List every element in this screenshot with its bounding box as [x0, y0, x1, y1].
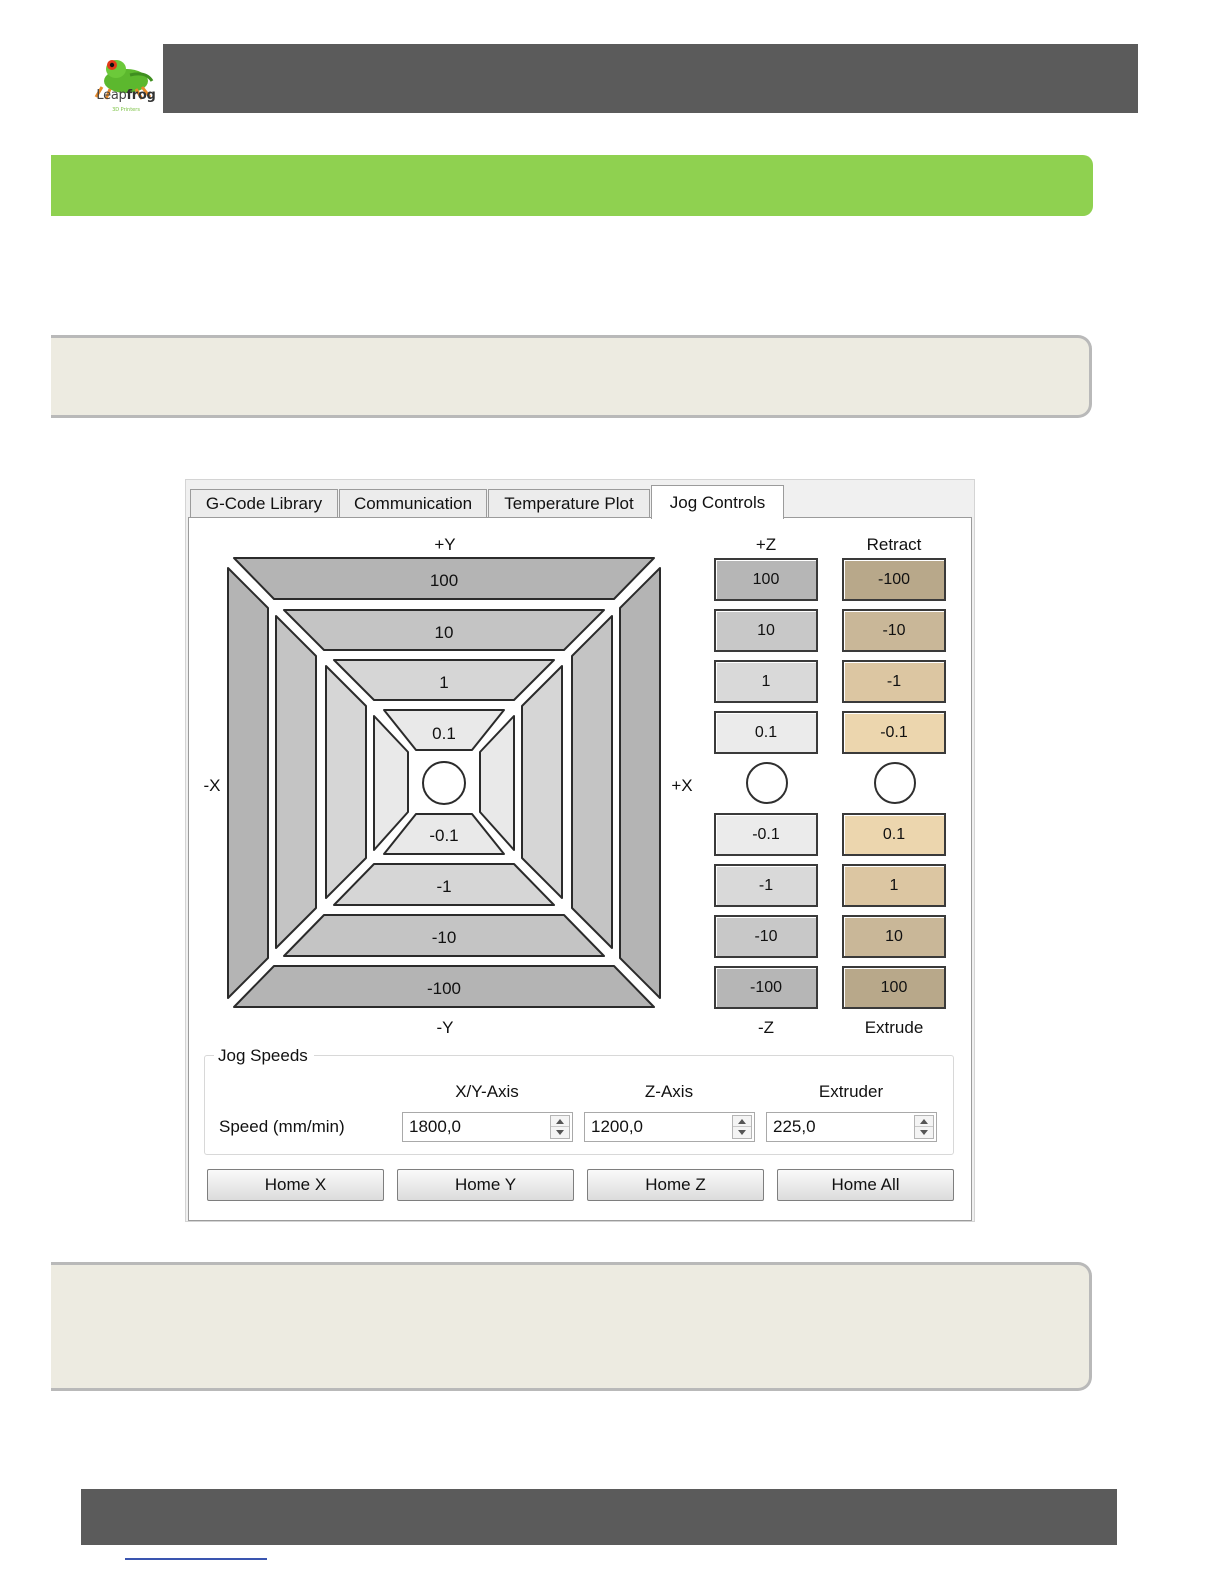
note-box-bottom [51, 1262, 1092, 1391]
spin-up-icon [556, 1119, 564, 1124]
xy-speed-value: 1800,0 [409, 1117, 461, 1136]
speed-row-label: Speed (mm/min) [219, 1117, 345, 1136]
extruder-extrude-1[interactable]: 1 [842, 864, 946, 907]
jog-z-up-100[interactable]: 100 [714, 558, 818, 601]
logo-wordmark: Leapfrog [96, 88, 156, 103]
jog-y-minus-100-label: -100 [426, 979, 462, 998]
extruder-extrude-0.1[interactable]: 0.1 [842, 813, 946, 856]
z-speed-value: 1200,0 [591, 1117, 643, 1136]
extruder-speed-value: 225,0 [773, 1117, 816, 1136]
home-all-button[interactable]: Home All [777, 1169, 954, 1201]
footer-bar [81, 1489, 1117, 1545]
jog-y-minus-10-label: -10 [431, 928, 457, 947]
label-plus-x: +X [671, 776, 693, 795]
label-retract: Retract [866, 535, 922, 554]
label-minus-x: -X [203, 776, 221, 795]
extruder-retract-1[interactable]: -1 [842, 660, 946, 703]
jog-y-plus-100-label: 100 [429, 571, 459, 590]
jog-y-plus-10-label: 10 [434, 623, 454, 642]
spin-up-icon [738, 1119, 746, 1124]
extruder-retract-0.1[interactable]: -0.1 [842, 711, 946, 754]
extruder-speed-input[interactable] [766, 1112, 937, 1142]
z-speed-spinner[interactable] [732, 1115, 752, 1139]
tab-gcode-library[interactable]: G-Code Library [190, 489, 338, 517]
jog-y-minus-1-label: -1 [436, 877, 452, 896]
column-header-z: Z-Axis [644, 1082, 694, 1101]
column-header-xy: X/Y-Axis [455, 1082, 519, 1101]
jog-y-plus-0.1-label: 0.1 [432, 724, 456, 743]
jog-x-minus-1[interactable] [326, 666, 366, 898]
label-minus-y: -Y [436, 1018, 454, 1037]
jog-z-up-0.1[interactable]: 0.1 [714, 711, 818, 754]
column-header-extruder: Extruder [818, 1082, 884, 1101]
leapfrog-logo [92, 40, 160, 116]
jog-z-up-10[interactable]: 10 [714, 609, 818, 652]
extruder-speed-spinner[interactable] [914, 1115, 934, 1139]
spin-down-icon [738, 1130, 746, 1135]
logo-tagline: 3D Printers [112, 107, 140, 113]
tab-temperature-plot[interactable]: Temperature Plot [488, 489, 650, 517]
jog-x-minus-10[interactable] [276, 616, 316, 948]
jog-z-down-0.1[interactable]: -0.1 [714, 813, 818, 856]
jog-speeds-title: Jog Speeds [214, 1046, 314, 1066]
jog-x-minus-100[interactable] [228, 568, 268, 998]
spin-up-icon [920, 1119, 928, 1124]
label-extrude: Extrude [864, 1018, 924, 1037]
xy-speed-spinner[interactable] [550, 1115, 570, 1139]
extruder-extrude-10[interactable]: 10 [842, 915, 946, 958]
label-plus-z: +Z [755, 535, 777, 554]
jog-z-down-100[interactable]: -100 [714, 966, 818, 1009]
footer-link-underline[interactable] [125, 1558, 267, 1560]
spin-down-icon [920, 1130, 928, 1135]
section-title-bar [51, 155, 1093, 216]
tab-communication[interactable]: Communication [339, 489, 487, 517]
spin-down-icon [556, 1130, 564, 1135]
jog-y-plus-1-label: 1 [439, 673, 449, 692]
jog-x-plus-1[interactable] [522, 666, 562, 898]
note-box-top [51, 335, 1092, 418]
jog-z-up-1[interactable]: 1 [714, 660, 818, 703]
jog-x-plus-100[interactable] [620, 568, 660, 998]
jog-y-minus-0.1-label: -0.1 [429, 826, 459, 845]
extruder-retract-100[interactable]: -100 [842, 558, 946, 601]
label-plus-y: +Y [434, 535, 456, 554]
home-z-button[interactable]: Home Z [587, 1169, 764, 1201]
label-minus-z: -Z [757, 1018, 775, 1037]
xy-speed-input[interactable] [402, 1112, 573, 1142]
header-bar [163, 44, 1138, 113]
z-speed-input[interactable] [584, 1112, 755, 1142]
jog-x-plus-10[interactable] [572, 616, 612, 948]
jog-z-down-1[interactable]: -1 [714, 864, 818, 907]
jog-xy-center-button[interactable] [423, 762, 465, 804]
extruder-retract-10[interactable]: -10 [842, 609, 946, 652]
extruder-extrude-100[interactable]: 100 [842, 966, 946, 1009]
home-y-button[interactable]: Home Y [397, 1169, 574, 1201]
xy-jog-pad [220, 552, 670, 1014]
jog-z-center-button[interactable] [746, 762, 788, 804]
extruder-center-button[interactable] [874, 762, 916, 804]
tab-jog-controls[interactable]: Jog Controls [651, 485, 784, 519]
jog-z-down-10[interactable]: -10 [714, 915, 818, 958]
home-x-button[interactable]: Home X [207, 1169, 384, 1201]
